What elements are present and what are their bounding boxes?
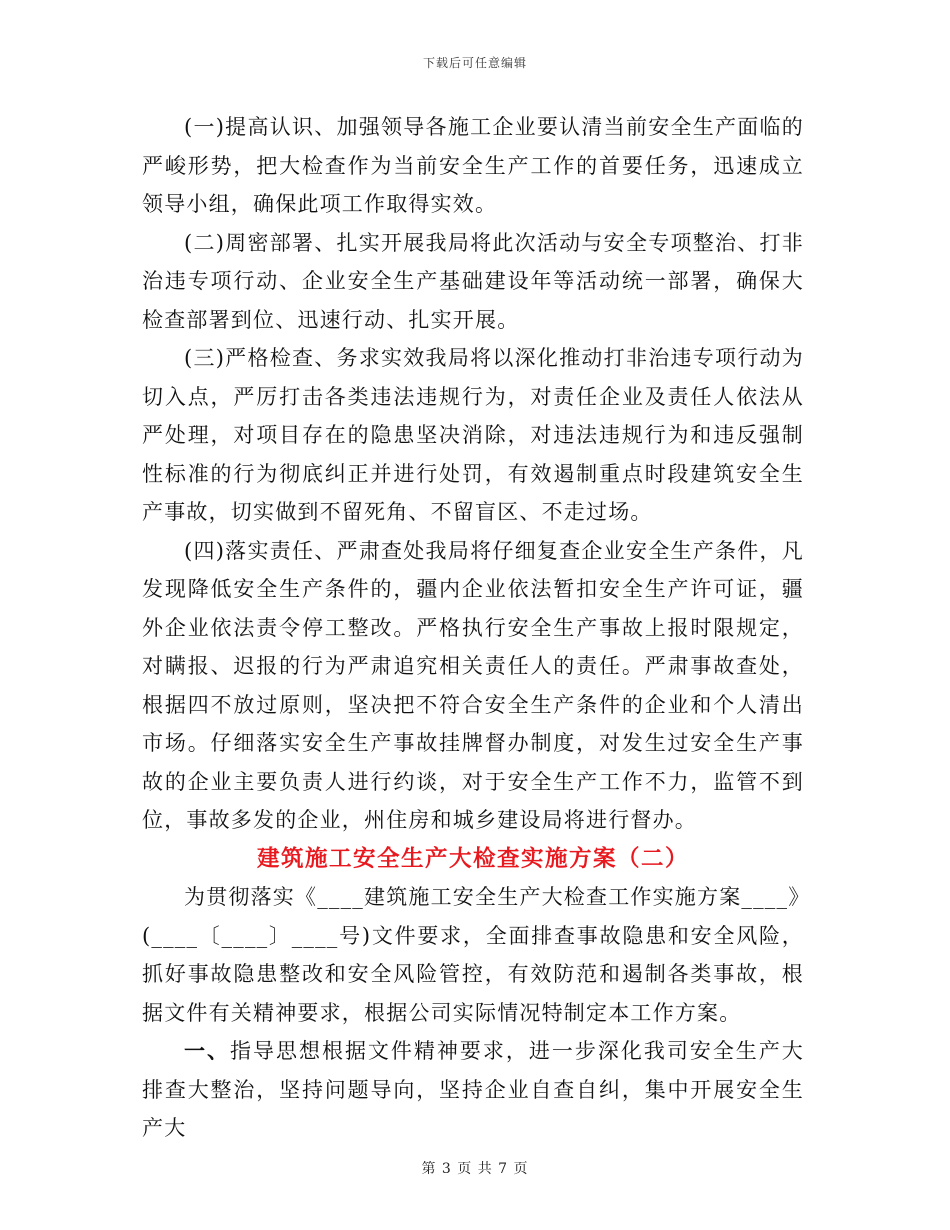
intro-paragraph: (____〔____〕____号)文件要求，全面排查事故隐患和安全风险，抓好事故隐患整改和安全风险管控，有效防范和遏制各类事故，根据文件有关精神要求，根据公司实际情况特制定本工作方案。 (142, 923, 804, 1025)
paragraph-1: (一)提高认识、加强领导各施工企业要认清当前安全生产面临的严峻形势，把大检查作为当前安全生产工作的首要任务，迅速成立领导小组，确保此项工作取得实效。 (142, 115, 804, 216)
paragraph-3: (三)严格检查、务求实效我局将以深化推动打非治违专项行动为切入点，严厉打击各类违法违规行为，对责任企业及责任人依法从严处理，对项目存在的隐患坚决消除，对违法违规行为和违反强制性标准的行为彻底纠正并进行处罚，有效遏制重点时段建筑安全生产事故，切实做到不留死角、不留盲区、不走过场。 (142, 346, 804, 524)
paragraph-2: (二)周密部署、扎实开展我局将此次活动与安全专项整治、打非治违专项行动、企业安全生产基础建设年等活动统一部署，确保大检查部署到位、迅速行动、扎实开展。 (142, 230, 804, 332)
page-indicator: 第 3 页 共 7 页 (421, 1161, 529, 1177)
paragraph-4: (四)落实责任、严肃查处我局将仔细复查企业安全生产条件，凡发现降低安全生产条件的，疆内企业依法暂扣安全生产许可证，疆外企业依法责令停工整改。严格执行安全生产事故上报时限规定，对瞒报、迟报的行为严肃追究相关责任人的责任。严肃事故查处，根据四不放过原则，坚决把不符合安全生产条件的企业和个人清出市场。仔细落实安全生产事故挂牌督办制度，对发生过安全生产事故的企业主要负责人进行约谈，对于安全生产工作不力，监管不到位，事故多发的企业，州住房和城乡建设局将进行督办。 (142, 538, 804, 832)
section-title: 建筑施工安全生产大检查实施方案（二） (256, 845, 689, 872)
page-header-note: 下载后可任意编辑 (422, 56, 527, 70)
item-1-lead: 一、 (184, 1038, 230, 1063)
item-1-paragraph (142, 1032, 804, 1148)
intro-line-1: 为贯彻落实《____建筑施工安全生产大检查工作实施方案____》 (184, 885, 811, 909)
document-body (142, 108, 811, 1148)
item-1-text: 指导思想根据文件精神要求，进一步深化我司安全生产大排查大整治，坚持问题导向，坚持企业自查自纠，集中开展安全生产大 (142, 1039, 804, 1140)
